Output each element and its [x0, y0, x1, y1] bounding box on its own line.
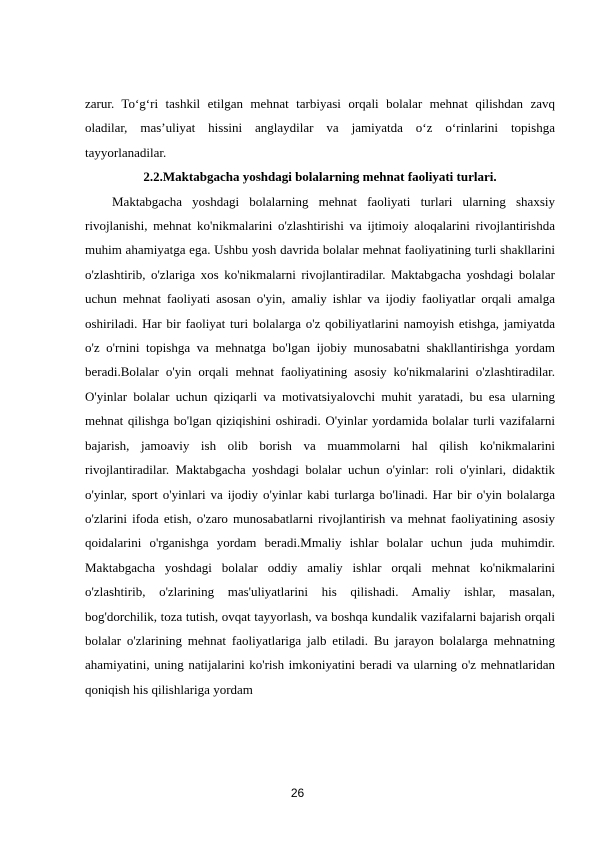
document-page — [85, 92, 555, 702]
section-heading: 2.2.Maktabgacha yoshdagi bolalarning mehnat faoliyati turlari. — [143, 169, 497, 185]
paragraph-main: Maktabgacha yoshdagi bolalarning mehnat faoliyati turlari ularning shaxsiy rivojlanishi, mehnat ko'nikmalarini o'zlashtirishi va ijtimoiy aloqalarini rivojlantirishda muhim ahamiyatga ega. Ushbu yosh davrida bolalar mehnat faoliyatining turli shakllarini o'zlashtirib, o'zlariga xos ko'nikmalarni rivojlantiradilar. Maktabgacha yoshdagi bolalar uchun mehnat faoliyati asosan o'yin, amaliy ishlar va ijodiy faoliyatlar orqali amalga oshiriladi. Har bir faoliyat turi bolalarga o'z qobiliyatlarini namoyish etishga, jamiyatda o'z o'rnini topishga va mehnatga bo'lgan ijobiy munosabatni shakllantirishga yordam beradi.Bolalar o'yin orqali mehnat faoliyatining asosiy ko'nikmalarini o'zlashtiradilar. O'yinlar bolalar uchun qiziqarli va motivatsiyalovchi muhit yaratadi, bu esa ularning mehnat qilishga bo'lgan qiziqishini oshiradi. O'yinlar yordamida bolalar turli vazifalarni bajarish, jamoaviy ish olib borish va muammolarni hal qilish ko'nikmalarini rivojlantiradilar. Maktabgacha yoshdagi bolalar uchun o'yinlar: roli o'yinlari, didaktik o'yinlar, sport o'yinlari va ijodiy o'yinlar kabi turlarga bo'linadi. Har bir o'yin bolalarga o'zlarini ifoda etish, o'zaro munosabatlarni rivojlantirish va mehnat faoliyatining asosiy qoidalarini o'rganishga yordam beradi.Mmaliy ishlar bolalar uchun juda muhimdir. Maktabgacha yoshdagi bolalar oddiy amaliy ishlar orqali mehnat ko'nikmalarini o'zlashtirib, o'zlarining mas'uliyatlarini his qilishadi. Amaliy ishlar, masalan, bog'dorchilik, toza tutish, ovqat tayyorlash, va boshqa kundalik vazifalarni bajarish orqali bolalar o'zlarining mehnat faoliyatlariga jalb etiladi. Bu jarayon bolalarga mehnatning ahamiyatini, uning natijalarini ko'rish imkoniyatini beradi va ularning o'z mehnatlaridan qoniqish his qilishlariga yordam — [85, 193, 555, 697]
paragraph-continuation: zarur. To‘g‘ri tashkil etilgan mehnat tarbiyasi orqali bolalar mehnat qilishdan zavq oladilar, mas’uliyat hissini anglaydilar va jamiyatda o‘z o‘rinlarini topishga tayyorlanadilar. — [85, 96, 555, 160]
page-number: 26 — [290, 786, 305, 800]
